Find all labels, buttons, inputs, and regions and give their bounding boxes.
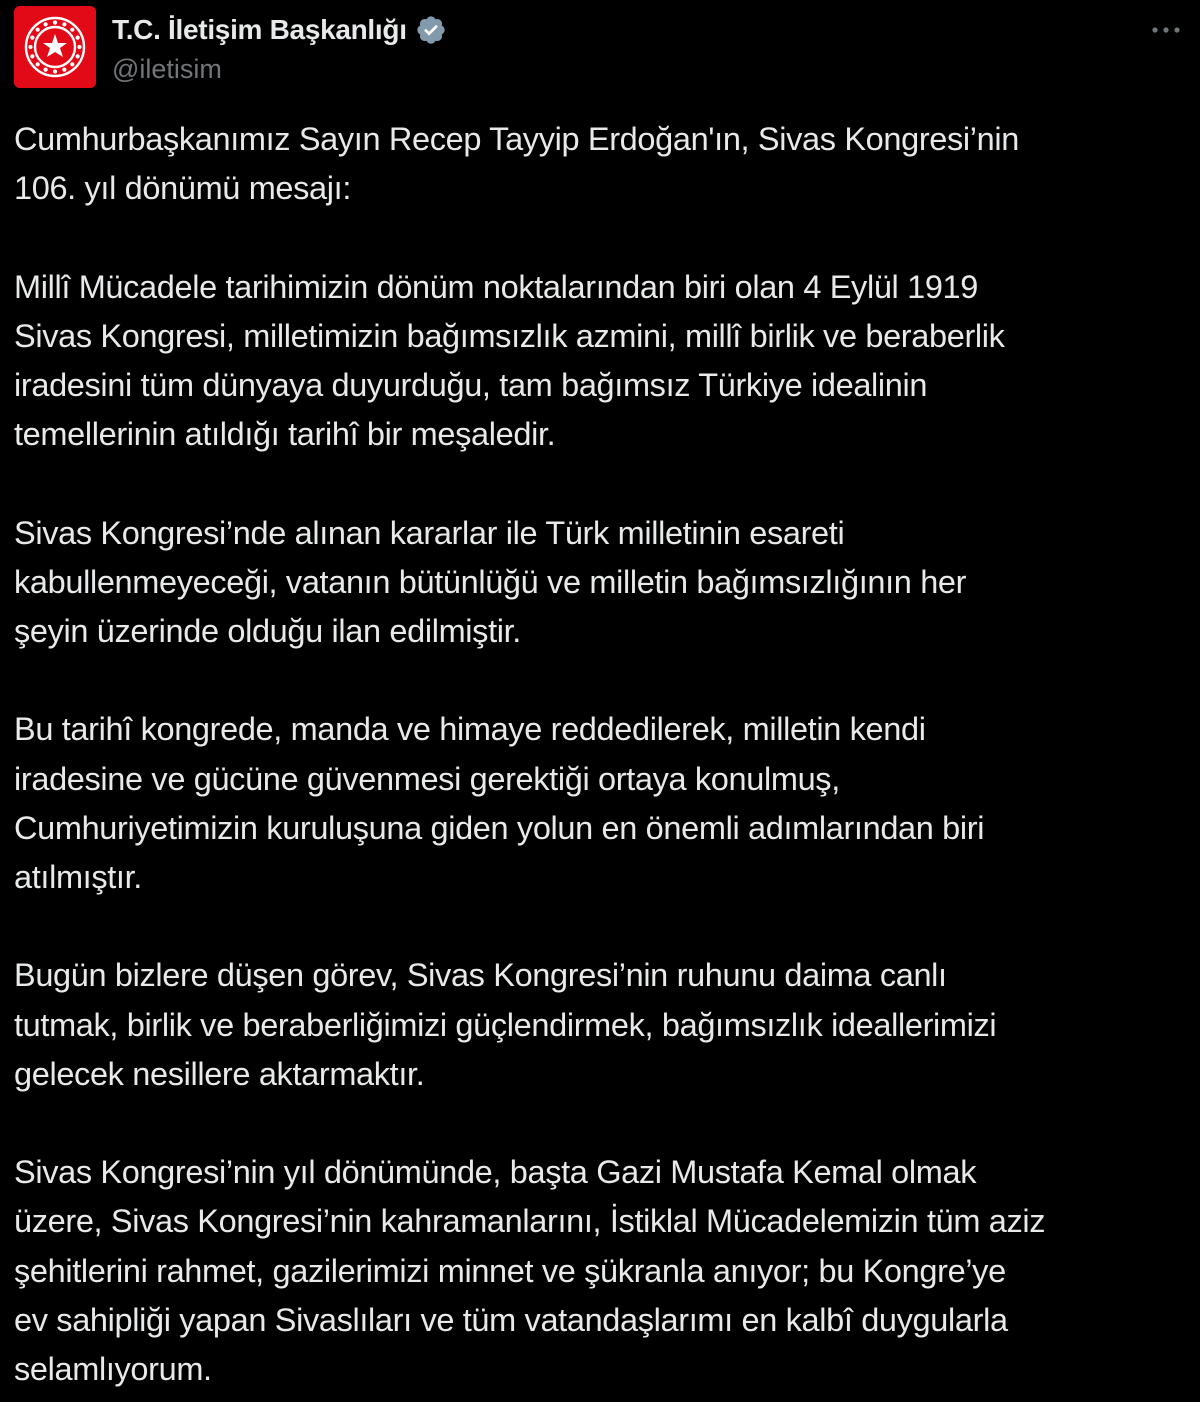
- seal-star: [30, 54, 34, 58]
- tweet-paragraph: Sivas Kongresi’nin yıl dönümünde, başta Gazi Mustafa Kemal olmak üzere, Sivas Kongresi’nin kahramanlarını, İstiklal Mücadelemizin tüm aziz şehitlerini rahmet, gazilerimizi minnet ve şükranla anıyor; bu Kongre’ye ev sahipliği yapan Sivaslıları ve tüm vatandaşlarımı en kalbî duygularla selamlıyorum.: [14, 1154, 1046, 1387]
- seal-star: [70, 62, 74, 66]
- name-row: [112, 10, 447, 50]
- seal-star: [53, 69, 57, 73]
- seal-star: [77, 45, 81, 49]
- seal-star: [53, 20, 57, 24]
- verified-badge-icon: [415, 14, 447, 46]
- seal-star: [28, 45, 32, 49]
- display-name[interactable]: T.C. İletişim Başkanlığı: [112, 14, 407, 45]
- seal-star: [36, 62, 40, 66]
- tweet-paragraph: Millî Mücadele tarihimizin dönüm noktalarından biri olan 4 Eylül 1919 Sivas Kongresi, milletimizin bağımsızlık azmini, millî birlik ve beraberlik iradesini tüm dünyaya duyurduğu, tam bağımsız Türkiye idealinin temellerinin atıldığı tarihî bir meşaledir.: [14, 268, 1005, 453]
- tweet-paragraph: Bu tarihî kongrede, manda ve himaye reddedilerek, milletin kendi iradesine ve gücüne güvenmesi gerektiği ortaya konulmuş, Cumhuriyetimizin kuruluşuna giden yolun en önemli adımlarından biri atılmıştır.: [14, 711, 985, 895]
- seal-star: [76, 36, 80, 40]
- seal-star: [70, 28, 74, 32]
- tweet-header: [12, 6, 1188, 90]
- tweet-paragraph: Bugün bizlere düşen görev, Sivas Kongresi’nin ruhunu daima canlı tutmak, birlik ve beraberliğimizi güçlendirmek, bağımsızlık ideallerimizi gelecek nesillere aktarmaktır.: [14, 957, 997, 1092]
- tweet-paragraph: Cumhurbaşkanımız Sayın Recep Tayyip Erdoğan'ın, Sivas Kongresi’nin 106. yıl dönümü mesajı:: [14, 121, 1019, 207]
- seal-star: [76, 54, 80, 58]
- seal-star: [30, 36, 34, 40]
- presidency-seal-icon[interactable]: [14, 6, 96, 88]
- more-options-icon[interactable]: [1146, 10, 1186, 50]
- seal-star: [44, 22, 48, 26]
- seal-star: [62, 22, 66, 26]
- seal-star: [62, 68, 66, 72]
- tweet-text: [14, 115, 1190, 1394]
- tweet-paragraph: Sivas Kongresi’nde alınan kararlar ile Türk milletinin esareti kabullenmeyeceği, vatanın bütünlüğü ve milletin bağımsızlığının her şeyin üzerinde olduğu ilan edilmiştir.: [14, 514, 967, 649]
- seal-star: [36, 28, 40, 32]
- handle[interactable]: @iletisim: [112, 54, 222, 84]
- seal-star: [44, 68, 48, 72]
